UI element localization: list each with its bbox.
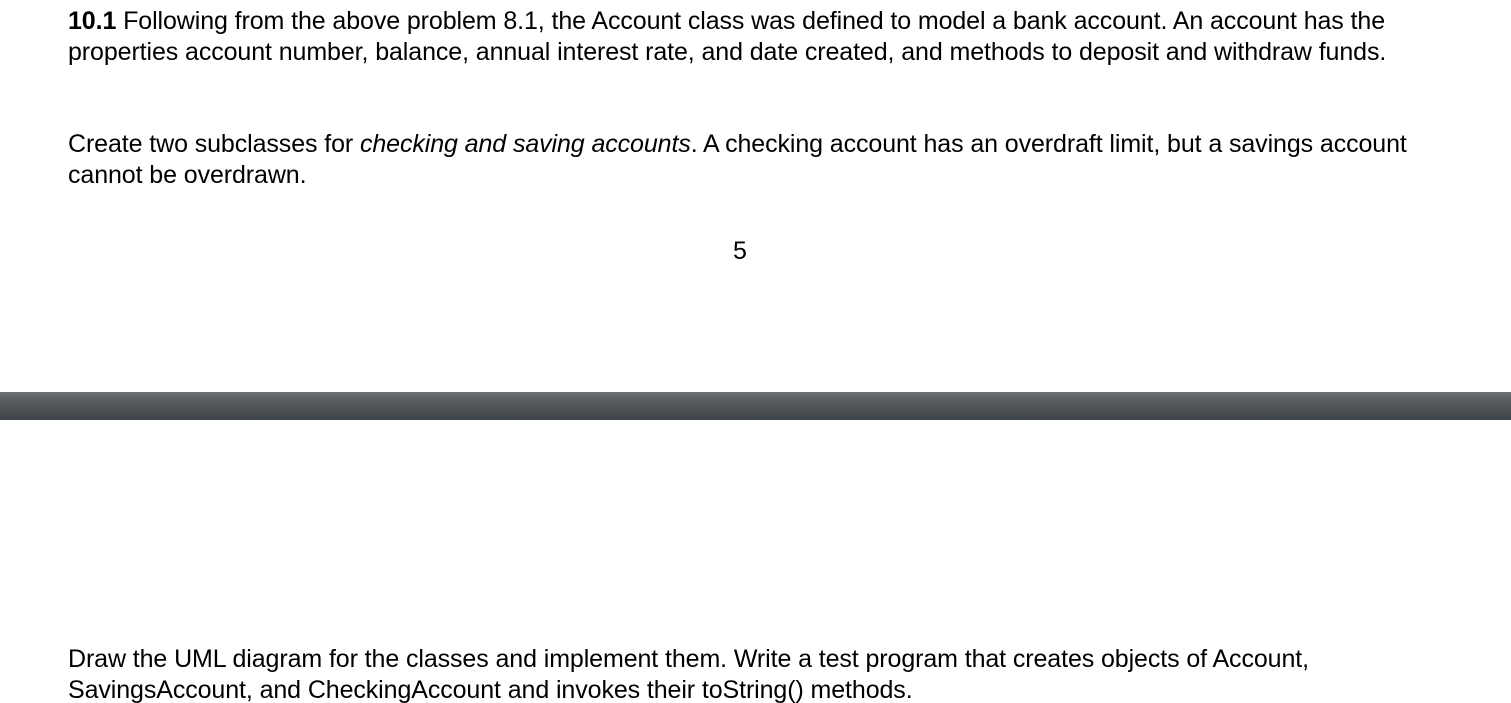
page-separator — [0, 392, 1511, 420]
subclass-text-lead: Create two subclasses for — [68, 130, 360, 158]
page-number: 5 — [733, 237, 747, 265]
problem-number: 10.1 — [68, 7, 117, 35]
uml-instructions-paragraph: Draw the UML diagram for the classes and implement them. Write a test program that creates objects of Account, SavingsAccount, and CheckingAccount and invokes their toString() methods. — [68, 645, 1309, 703]
problem-description: Following from the above problem 8.1, the Account class was defined to model a bank account. An account has the properties account number, balance, annual interest rate, and date created, and methods to deposit and withdraw funds. — [68, 7, 1387, 66]
subclass-text-emphasis: checking and saving accounts — [359, 130, 691, 158]
problem-paragraph — [68, 6, 1488, 67]
subclass-instructions-paragraph — [68, 129, 1488, 190]
subclass-text-tail: . A checking account has an overdraft limit, but a savings account cannot be overdrawn. — [68, 130, 1407, 189]
